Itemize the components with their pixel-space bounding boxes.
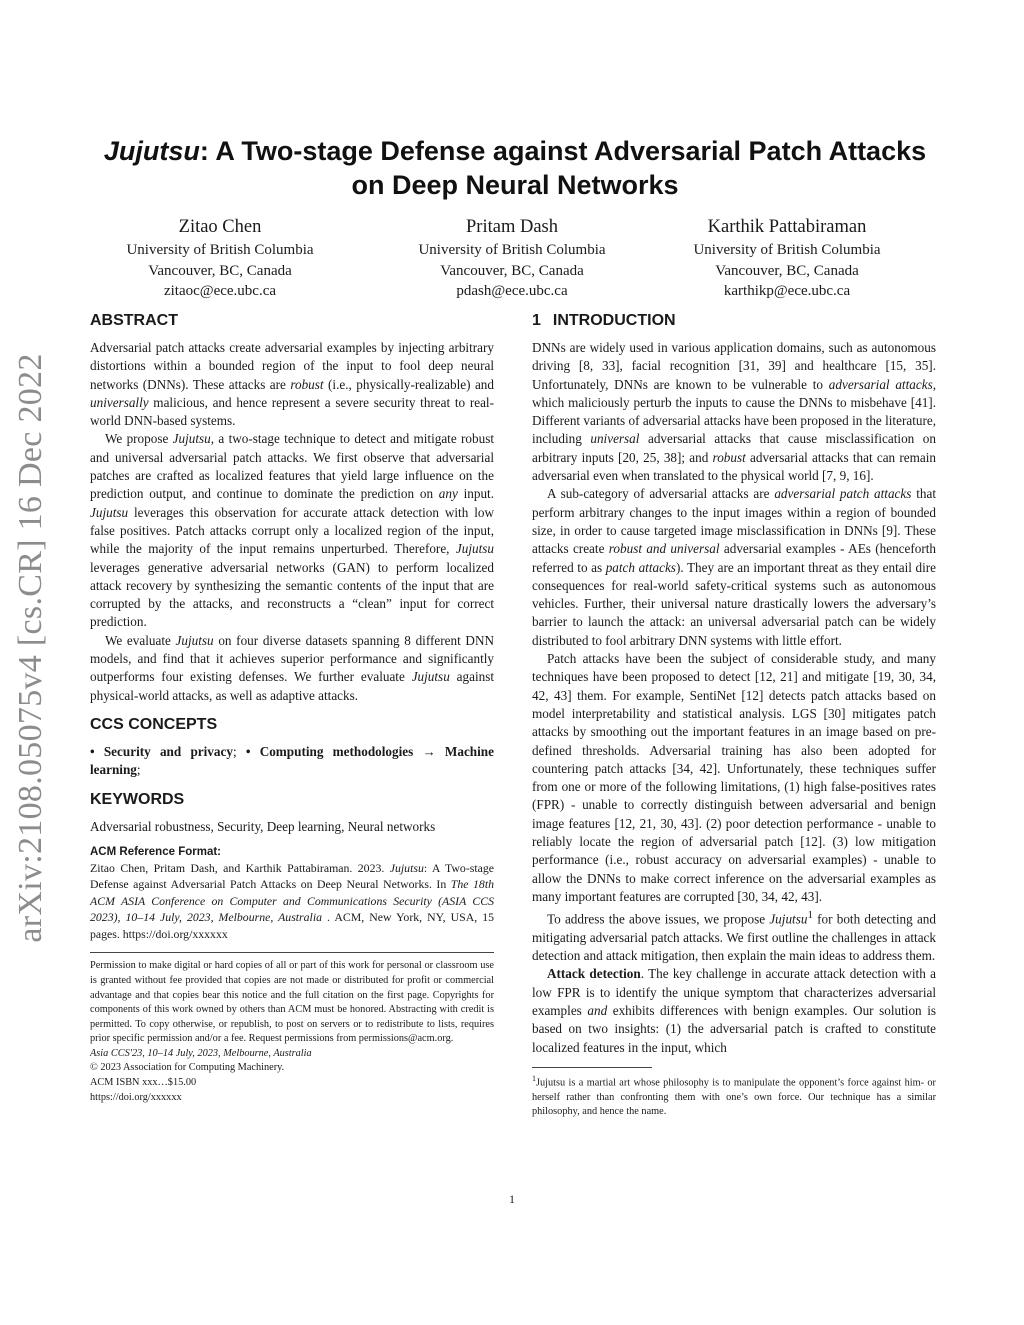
intro-paragraph-1: DNNs are widely used in various application domains, such as autonomous driving [8, 33], facial recognition [31, 39] and healthcare [15, 35]. Unfortunately, DNNs are known to be vulnerable to adversarial attacks, which maliciously perturb the inputs to cause the DNNs to misbehave [41]. Different variants of adversarial attacks have been proposed in the literature, including universal adversarial attacks that cause misclassification on arbitrary inputs [20, 25, 38]; and robust adversarial attacks that can remain adversarial even when translated to the physical world [7, 9, 16]. <box>532 340 936 484</box>
permission-divider <box>90 952 494 953</box>
author-3 <box>657 214 917 302</box>
author-email[interactable]: zitaoc@ece.ubc.ca <box>163 283 277 299</box>
intro-paragraph-4: To address the above issues, we propose Jujutsu$^1$ for both detecting and mitigating adversarial patch attacks. We first outline the challenges in attack detection and attack mitigation, then explain the main ideas to address them. <box>532 909 936 964</box>
title-emphasis: Jujutsu <box>103 136 200 166</box>
permission-copyright: © 2023 Association for Computing Machinery. <box>90 1062 285 1074</box>
abstract-paragraph-2: We propose Jujutsu, a two-stage technique to detect and mitigate robust and universal adversarial patch attacks. We first observe that adversarial patches are crafted as localized features that yield large influence on the prediction output, and continue to dominate the prediction on any input. Jujutsu leverages this observation for accurate attack detection with low false positives. Patch attacks corrupt only a localized region of the input, while the majority of the input remains unperturbed. Therefore, Jujutsu leverages generative adversarial networks (GAN) to perform localized attack recovery by synthesizing the semantic contents of the input that are corrupted by the attacks, and reconstructs a “clean” input for correct prediction. <box>90 431 495 630</box>
author-name: Karthik Pattabiraman <box>707 217 867 237</box>
permission-venue: Asia CCS'23, 10–14 July, 2023, Melbourne, Australia <box>90 1047 312 1059</box>
title-line-2: on Deep Neural Networks <box>351 170 679 200</box>
title-line-1 <box>90 134 940 168</box>
left-column <box>90 311 494 1105</box>
author-name: Pritam Dash <box>466 217 558 237</box>
footnote: $^1$Jujutsu is a martial art whose philosophy is to manipulate the opponent’s force against him- or herself rather than confronting them with one’s own force. Our technique has a similar philosophy, and hence the name. <box>532 1073 936 1117</box>
intro-paragraph-2: A sub-category of adversarial attacks are adversarial patch attacks that perform arbitrary changes to the input images within a region of bounded size, in order to cause targeted image misclassification in DNNs [9]. These attacks create robust and universal adversarial examples - AEs (henceforth referred to as patch attacks). They are an important threat as they entail dire consequences for real-world safety-critical systems such as autonomous vehicles. Further, their universal nature drastically lowers the adversary’s barrier to launch the attack: an universal adversarial patch can be widely distributed to fool arbitrary DNN systems with little effort. <box>532 486 937 648</box>
permission-text: Permission to make digital or hard copies of all or part of this work for personal or classroom use is granted without fee provided that copies are not made or distributed for profit or commercial advantage and that copies bear this notice and the full citation on the first page. Copyrights for components of this work owned by others than ACM must be honored. Abstracting with credit is permitted. To copy otherwise, or republish, to post on servers or to redistribute to lists, requires prior specific permission and/or a fee. Request permissions from permissions@acm.org. <box>90 960 494 1045</box>
right-column <box>532 311 936 1119</box>
author-affiliation: University of British Columbia <box>418 242 606 258</box>
introduction-heading: 1 INTRODUCTION <box>532 312 676 329</box>
author-affiliation: University of British Columbia <box>693 242 881 258</box>
author-1 <box>90 214 350 302</box>
permission-isbn: ACM ISBN xxx…$15.00 <box>90 1077 197 1089</box>
abstract-paragraph-3: We evaluate Jujutsu on four diverse datasets spanning 8 different DNN models, and find that it achieves superior performance and significantly outperforms four existing defenses. We further evaluate Jujutsu against physical-world attacks, as well as adaptive attacks. <box>90 632 495 703</box>
author-email[interactable]: pdash@ece.ubc.ca <box>456 283 568 299</box>
author-2 <box>382 214 642 302</box>
author-location: Vancouver, BC, Canada <box>715 262 859 279</box>
intro-paragraph-3: Patch attacks have been the subject of considerable study, and many techniques have been proposed to detect [12, 21] and mitigate [19, 30, 34, 42, 43] them. For example, SentiNet [12] detects patch attacks based on model interpretability and statistical analysis. LGS [30] mitigates patch attacks by smoothing out the important features in an image based on pre-defined thresholds. Adversarial training has also been adopted for countering patch attacks [34, 42]. Unfortunately, these techniques suffer from one or more of the following limitations, (1) high false-positives rates (FPR) - unable to correctly distinguish between adversarial and benign image features [12, 21, 30, 43]. (2) poor detection performance - unable to reliably locate the region of adversarial patch [12]. (3) low mitigation performance (i.e., robust accuracy on adversarial examples) - unable to allow the DNNs to make correct inference on the adversarial examples as many important features are corrupted [30, 34, 42, 43]. <box>532 651 936 904</box>
title-rest: : A Two-stage Defense against Adversarial Patch Attacks <box>199 136 927 166</box>
acm-reference-heading: ACM Reference Format: <box>90 845 221 858</box>
paper-title <box>90 134 940 202</box>
author-name: Zitao Chen <box>178 217 262 237</box>
arxiv-identifier: arXiv:2108.05075v4 [cs.CR] 16 Dec 2022 <box>12 353 49 943</box>
ccs-concepts: • Security and privacy; • Computing methodologies → Machine learning; <box>90 743 494 778</box>
abstract-paragraph-1: Adversarial patch attacks create adversarial examples by injecting arbitrary distortions within a bounded region of the input to fool deep neural networks (DNNs). These attacks are robust (i.e., physically-realizable) and universally malicious, and hence represent a severe security threat to real-world DNN-based systems. <box>90 340 494 429</box>
author-location: Vancouver, BC, Canada <box>148 262 292 279</box>
keywords-heading: KEYWORDS <box>90 790 185 808</box>
keywords-text: Adversarial robustness, Security, Deep learning, Neural networks <box>90 818 436 834</box>
author-email[interactable]: karthikp@ece.ubc.ca <box>723 283 851 299</box>
abstract-heading: ABSTRACT <box>90 312 178 329</box>
footnote-marker[interactable]: 1 <box>807 909 813 922</box>
acm-reference: Zitao Chen, Pritam Dash, and Karthik Pattabiraman. 2023. Jujutsu: A Two-stage Defense against Adversarial Patch Attacks on Deep Neural Networks. In The 18th ACM ASIA Conference on Computer and Communications Security (ASIA CCS 2023), 10–14 July, 2023, Melbourne, Australia . ACM, New York, NY, USA, 15 pages. https://doi.org/xxxxxx <box>90 860 494 941</box>
ccs-heading: CCS CONCEPTS <box>90 715 218 733</box>
permission-doi[interactable]: https://doi.org/xxxxxx <box>90 1091 182 1103</box>
intro-paragraph-5: Attack detection. The key challenge in accurate attack detection with a low FPR is to identify the unique symptom that characterizes adversarial examples and exhibits differences with benign examples. Our solution is based on two insights: (1) the adversarial patch is crafted to constitute localized features in the input, which <box>532 966 936 1055</box>
page-number: 1 <box>509 1192 515 1206</box>
author-location: Vancouver, BC, Canada <box>440 262 584 279</box>
footnote-divider <box>532 1067 652 1068</box>
arxiv-sidebar <box>6 348 56 948</box>
permission-block <box>90 959 494 1105</box>
author-affiliation: University of British Columbia <box>126 242 314 258</box>
